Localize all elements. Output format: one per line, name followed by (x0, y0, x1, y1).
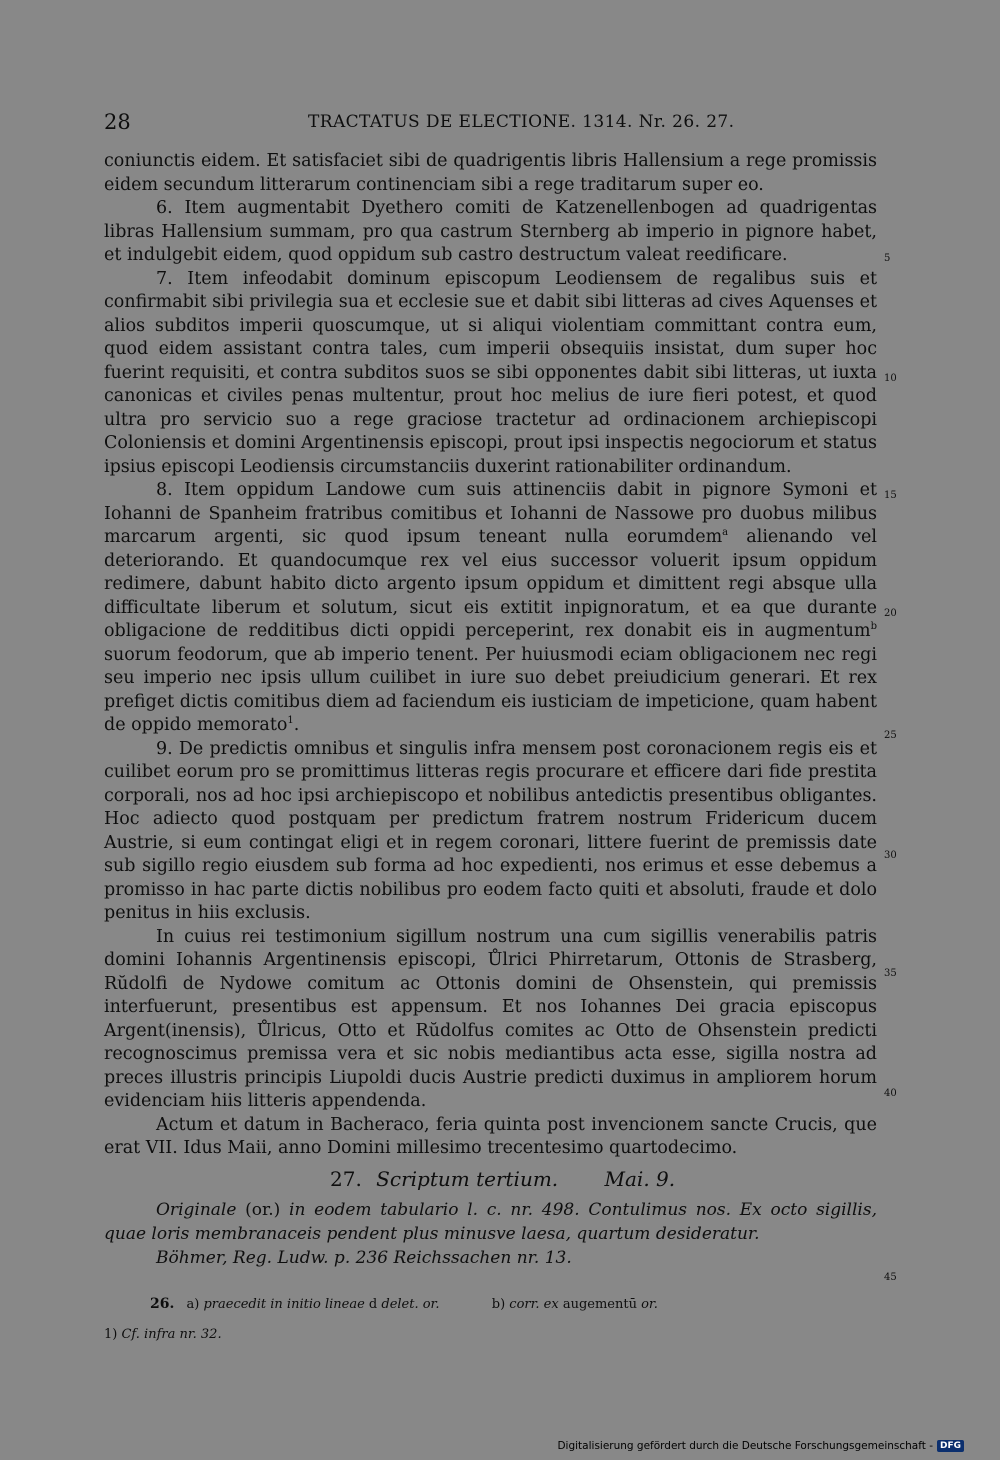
source-text: in eodem tabulario l. c. nr. 498. Contulimus nos. Ex octo sigillis, quae loris membranaceis pendent plus minusve laesa, quartum desideratur. (104, 1200, 877, 1244)
running-head: TRACTATUS DE ELECTIONE. 1314. Nr. 26. 27. (308, 112, 735, 132)
paragraph-item-6: 6. Item augmentabit Dyethero comiti de Katzenellenbogen ad quadrigentas libras Hallensium summam, pro qua castrum Sternberg ab imperio in pignore habet, et indulgebit eidem, quod oppidum sub castro destructum valeat reedificare. (104, 198, 877, 265)
footnote-text: augementū (562, 1297, 637, 1312)
source-siglum: (or.) (245, 1200, 281, 1220)
paragraph-testimonium: In cuius rei testimonium sigillum nostrum una cum sigillis venerabilis patris domini Iohannis Argentinensis episcopi, Ůlrici Phirretarum, Ottonis de Strasberg, Rŭdolfi de Nydowe comitum ac Ottonis domini de Ohsenstein, qui premissis interfuerunt, presentibus est appensum. Et nos Iohannes Dei gracia episcopus Argent(inensis), Ůlricus, Otto et Rŭdolfus comites ac Otto de Ohsenstein predicti recognoscimus premissa vera et sic nobis mediantibus acta esse, sigilla nostra ad preces illustris principis Liupoldi ducis Austrie predicti duximus in ampliorem horum evidenciam hiis litteris appendenda. (104, 926, 877, 1111)
line-number: 10 (884, 373, 897, 384)
line-number: 20 (884, 608, 897, 619)
footnote-text: praecedit in initio lineae (199, 1297, 369, 1312)
footnote-line (150, 1296, 658, 1312)
line-number: 35 (884, 968, 897, 979)
line-number: 45 (884, 1272, 897, 1283)
paragraph-item-7: 7. Item infeodabit dominum episcopum Leodiensem de regalibus suis et confirmabit sibi privilegia sua et ecclesie sue et dabit sibi litteras ad cives Aquenses et alios subditos imperii quoscumque, ut si aliqui violentiam committant contra eum, quod eidem assistant contra tales, cum imperii obsequiis insistat, dum super hoc fuerint requisiti, et contra subditos suos se sibi opponentes dabit sibi litteras, ut iuxta canonicas et civiles penas multentur, prout hoc melius de iure fieri potest, et quod ultra pro servicio suo a rege graciose tractetur ad ordinacionem archiepiscopi Coloniensis et domini Argentinensis episcopi, prout ipsi inspectis negociorum et status ipsius episcopi Leodiensis circumstanciis duxerint rationabiliter ordinandum. (104, 268, 877, 477)
footnote-text: corr. ex (505, 1297, 563, 1312)
footnote-mark-a: a (722, 527, 729, 539)
paragraph-dating: Actum et datum in Bacheraco, feria quinta post invencionem sancte Crucis, que erat VII. Idus Maii, anno Domini millesimo trecentesimo quartodecimo. (104, 1114, 877, 1158)
document-number: 27. (330, 1167, 362, 1191)
source-description (104, 1198, 877, 1270)
paragraph: coniunctis eidem. Et satisfaciet sibi de quadrigentis libris Hallensium a rege promissis eidem secundum litterarum continenciam sibi a rege traditarum super eo. (104, 151, 877, 195)
line-number: 15 (884, 490, 897, 501)
main-text (104, 150, 877, 1161)
footnote-text: Cf. infra nr. 32. (117, 1327, 222, 1342)
footnote-text: d (368, 1297, 378, 1312)
document-title: Scriptum tertium. (376, 1167, 559, 1191)
page-number: 28 (104, 110, 131, 134)
line-number: 30 (884, 850, 897, 861)
credit-text: Digitalisierung gefördert durch die Deutsche Forschungsgemeinschaft - (557, 1440, 933, 1452)
paragraph-item-9: 9. De predictis omnibus et singulis infra mensem post coronacionem regis eis et cuilibet eorum pro se promittimus litteras regis procurare et efficere dari fide prestita corporali, nos ad hoc ipsi archiepiscopo et nobilibus antedictis presentibus obligantes. Hoc adiecto quod postquam per predictum fratrem nostrum Fridericum ducem Austrie, si eum contingat eligi et in regem coronari, littere fuerint de premissis date sub sigillo regio eiusdem sub forma ad hoc expedienti, nos erimus et esse debemus a promisso in hac parte dictis nobilibus pro eodem facto quiti et absoluti, fraude et dolo penitus in hiis exclusis. (104, 738, 877, 923)
footnote-doc-ref: 26. (150, 1296, 175, 1312)
paragraph-text: 8. Item oppidum Landowe cum suis attinenciis dabit in pignore Symoni et Iohanni de Spanheim fratribus comitibus et Iohanni de Nassowe pro duobus milibus marcarum argenti, sic quod ipsum teneant nulla eorumdem (104, 480, 877, 547)
document-heading (330, 1167, 675, 1191)
footnote-mark: 1) (104, 1327, 118, 1342)
footnote-mark-1: 1 (287, 715, 294, 727)
footnote-mark-b: b (870, 621, 877, 633)
dfg-logo: DFG (937, 1440, 964, 1452)
source-line (104, 1198, 877, 1246)
source-line: Böhmer, Reg. Ludw. p. 236 Reichssachen nr. 13. (156, 1248, 572, 1268)
footnote-mark: a) (186, 1297, 200, 1312)
footnote-line (104, 1327, 222, 1342)
page-header (104, 108, 880, 138)
digitization-credit (557, 1440, 964, 1452)
line-number: 5 (884, 253, 891, 264)
line-number: 40 (884, 1088, 897, 1099)
source-text: Originale (156, 1200, 246, 1220)
document-date: Mai. 9. (604, 1167, 676, 1191)
footnote-mark: b) (491, 1297, 506, 1312)
paragraph-text: suorum feodorum, que ab imperio tenent. Per huiusmodi eciam obligacionem nec regi seu imperio nec ipsis ullum cuilibet in iure suo debet preiudicium generari. Et rex prefiget dictis comitibus diem ad faciendum eis iusticiam de impeticione, quam habent de oppido memorato (104, 644, 877, 735)
footnote-text: or. (636, 1297, 658, 1312)
footnote-text: delet. or. (377, 1297, 440, 1312)
paragraph-text: alienando vel deteriorando. Et quandocumque rex vel eius successor voluerit ipsum oppidum redimere, dabunt habito dicto argento ipsum oppidum et dimittent regi absque ulla difficultate liberum et solutum, sicut eis extitit inpignoratum, et ea que durante obligacione de redditibus dicti oppidi perceperint, rex donabit eis in augmentum (104, 527, 877, 641)
paragraph-text: . (293, 715, 300, 735)
line-number: 25 (884, 730, 897, 741)
paragraph-item-8 (104, 479, 877, 738)
